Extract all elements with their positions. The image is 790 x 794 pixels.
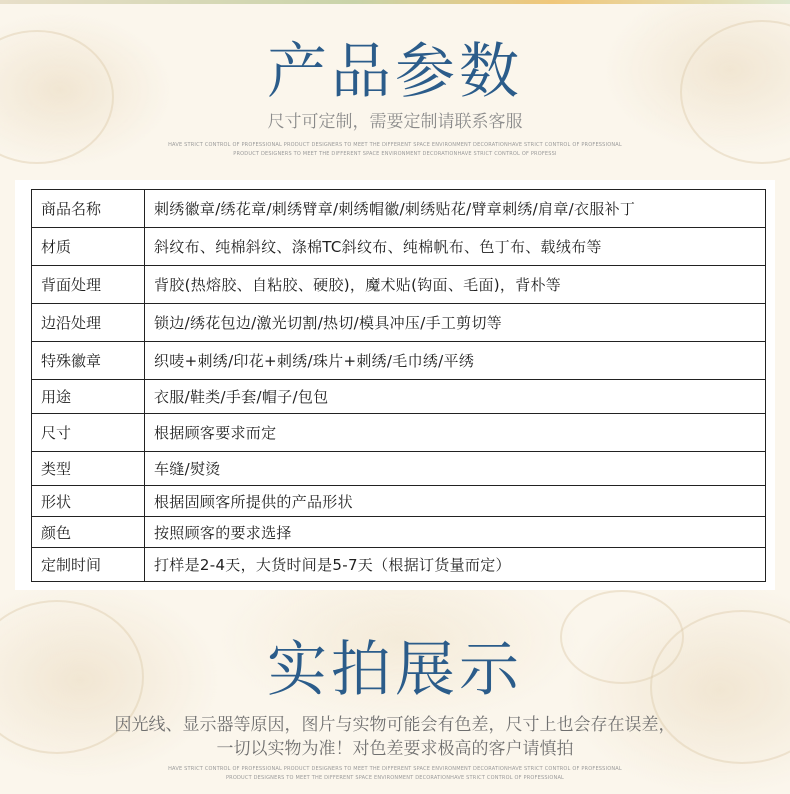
param-label: 用途	[32, 380, 145, 414]
param-label: 类型	[32, 452, 145, 486]
table-row	[32, 517, 766, 548]
table-row	[32, 414, 766, 452]
param-value: 车缝/熨烫	[145, 452, 766, 486]
table-row	[32, 486, 766, 517]
param-value: 刺绣徽章/绣花章/刺绣臂章/刺绣帽徽/刺绣贴花/臂章刺绣/肩章/衣服补丁	[145, 190, 766, 228]
param-label: 形状	[32, 486, 145, 517]
photos-section-title: 实拍展示	[267, 635, 523, 705]
param-value: 根据固顾客所提供的产品形状	[145, 486, 766, 517]
top-banner-strip	[0, 0, 790, 4]
params-section-title: 产品参数	[267, 37, 523, 107]
table-row	[32, 548, 766, 582]
photos-fine-print: PRODUCT DESIGNERS TO MEET THE DIFFERENT SPACE ENVIRONMENT DECORATIONHAVE STRICT CONTROL OF PROFESSIONAL	[225, 775, 565, 781]
param-label: 材质	[32, 228, 145, 266]
param-label: 背面处理	[32, 266, 145, 304]
param-value: 衣服/鞋类/手套/帽子/包包	[145, 380, 766, 414]
table-row	[32, 228, 766, 266]
param-value: 锁边/绣花包边/激光切割/热切/模具冲压/手工剪切等	[145, 304, 766, 342]
param-label: 颜色	[32, 517, 145, 548]
params-fine-print: PRODUCT DESIGNERS TO MEET THE DIFFERENT SPACE ENVIRONMENT DECORATIONHAVE STRICT CONTROL OF PROFESSI	[233, 151, 557, 157]
param-label: 尺寸	[32, 414, 145, 452]
photos-notice-line: 一切以实物为准！对色差要求极高的客户请慎拍	[216, 739, 574, 759]
param-value: 斜纹布、纯棉斜纹、涤棉TC斜纹布、纯棉帆布、色丁布、载绒布等	[145, 228, 766, 266]
photos-notice-line: 因光线、显示器等原因，图片与实物可能会有色差，尺寸上也会存在误差，	[114, 715, 676, 735]
table-row	[32, 304, 766, 342]
product-params-table	[31, 189, 766, 582]
params-section-subtitle: 尺寸可定制，需要定制请联系客服	[267, 112, 523, 132]
param-value: 根据顾客要求而定	[145, 414, 766, 452]
param-label: 特殊徽章	[32, 342, 145, 380]
table-row	[32, 266, 766, 304]
param-label: 商品名称	[32, 190, 145, 228]
param-value: 打样是2-4天，大货时间是5-7天（根据订货量而定）	[145, 548, 766, 582]
photos-fine-print: HAVE STRICT CONTROL OF PROFESSIONAL PRODUCT DESIGNERS TO MEET THE DIFFERENT SPACE ENVIRONMENT DECORATIONHAVE STRICT CONTROL OF PROFESSIONAL	[168, 766, 622, 772]
param-label: 定制时间	[32, 548, 145, 582]
table-row	[32, 190, 766, 228]
param-value: 织唛+刺绣/印花+刺绣/珠片+刺绣/毛巾绣/平绣	[145, 342, 766, 380]
param-label: 边沿处理	[32, 304, 145, 342]
table-row	[32, 380, 766, 414]
table-row	[32, 452, 766, 486]
param-value: 背胶(热熔胶、自粘胶、硬胶)，魔术贴(钩面、毛面)，背朴等	[145, 266, 766, 304]
params-fine-print: HAVE STRICT CONTROL OF PROFESSIONAL PRODUCT DESIGNERS TO MEET THE DIFFERENT SPACE ENVIRONMENT DECORATIONHAVE STRICT CONTROL OF PROFESSIONAL	[168, 142, 622, 148]
table-row	[32, 342, 766, 380]
param-value: 按照顾客的要求选择	[145, 517, 766, 548]
